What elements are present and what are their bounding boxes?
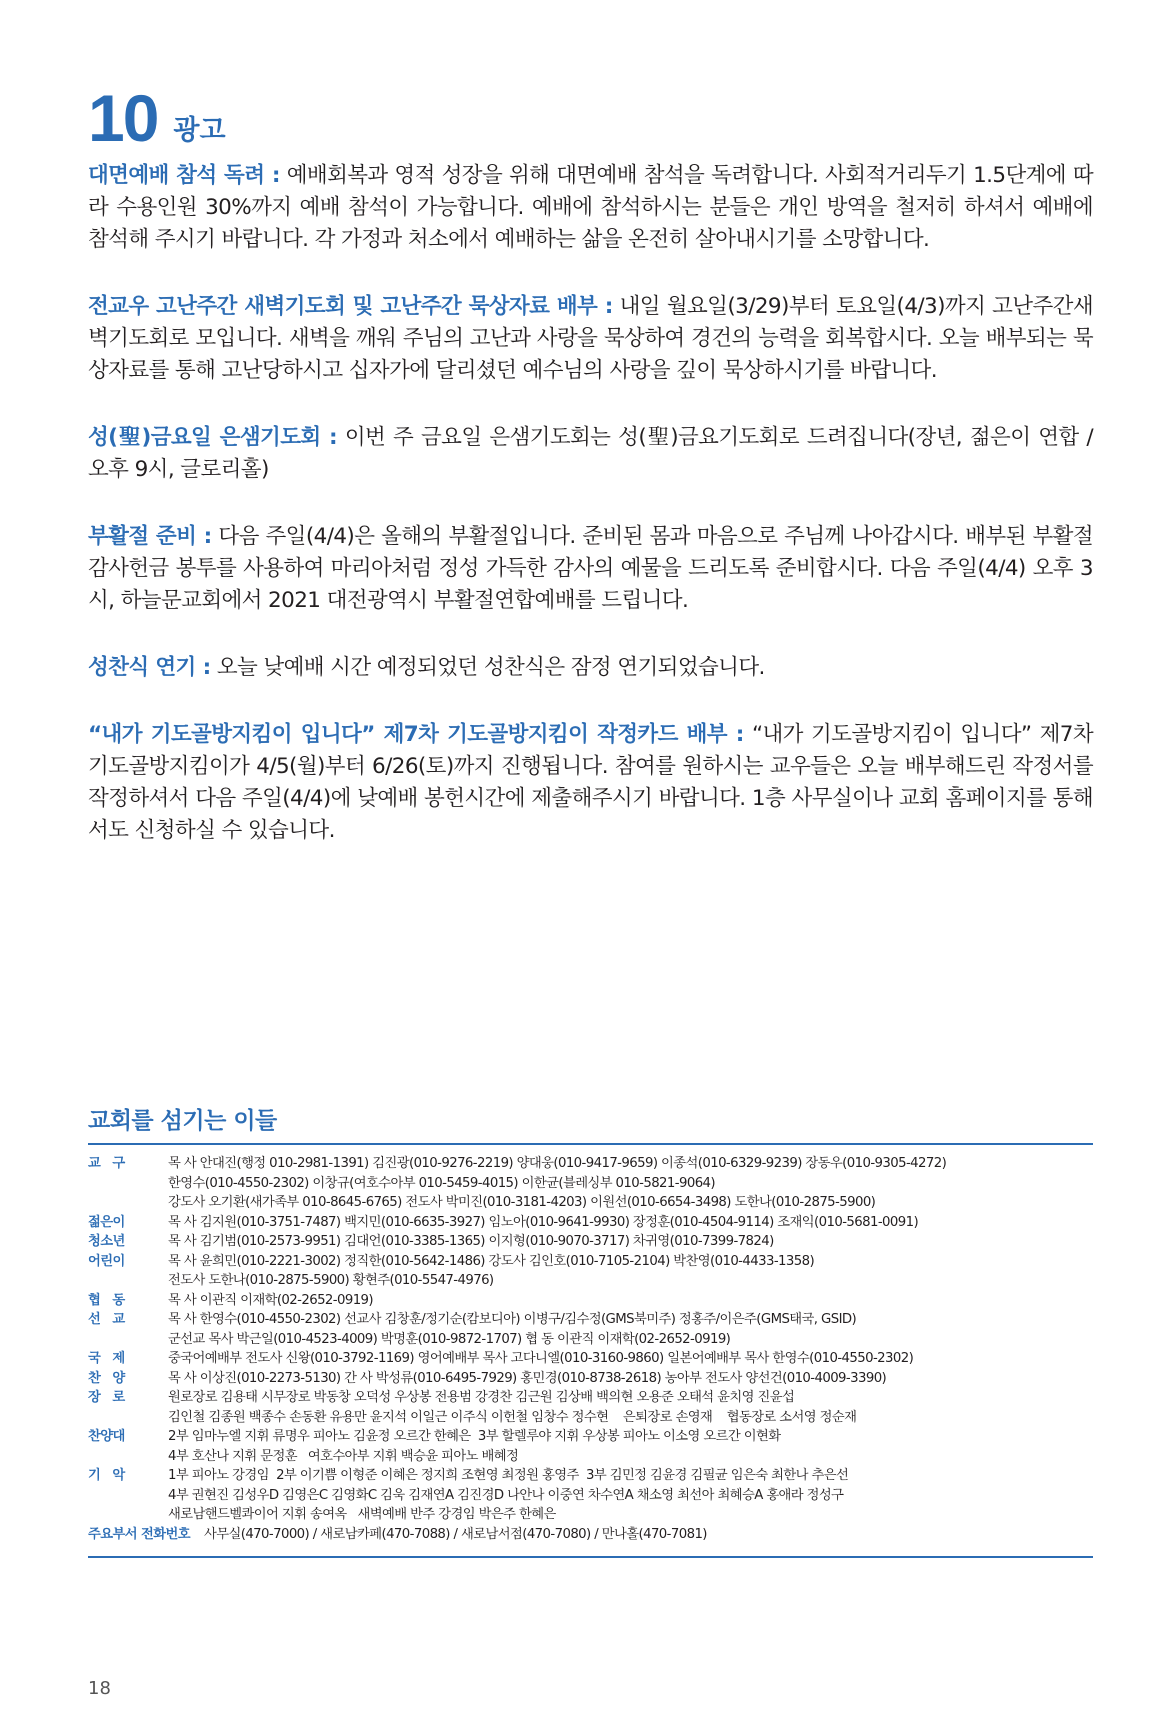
staff-row (88, 1447, 1093, 1467)
staff-category: 기 악 (88, 1468, 125, 1483)
staff-rows (88, 1154, 1093, 1525)
staff-row (88, 1271, 1093, 1291)
staff-row (88, 1466, 1093, 1486)
staff-category: 찬 양 (88, 1370, 125, 1386)
staff-row (88, 1369, 1093, 1389)
announcement-title: 성(聖)금요일 은샘기도회 : (88, 425, 338, 450)
staff-text: 중국어예배부 전도사 신왕(010-3792-1169) 영어예배부 목사 고다니엘(010-3160-9860) 일본어예배부 목사 한영수(010-4550-2302) (168, 1351, 914, 1366)
page-number: 18 (88, 1678, 111, 1699)
divider (88, 1556, 1093, 1558)
phone-text: 사무실(470-7000) / 새로남카페(470-7088) / 새로남서점(470-7080) / 만나홀(470-7081) (204, 1526, 707, 1542)
announcement-title: 대면예배 참석 독려 : (88, 163, 280, 188)
staff-title: 교회를 섬기는 이들 (88, 1102, 1093, 1145)
staff-category: 장 로 (88, 1390, 125, 1405)
staff-row (88, 1193, 1093, 1213)
staff-text: 1부 피아노 강경임 2부 이기쁨 이형준 이혜은 정지희 조현영 최정원 홍영주 3부 김민정 김윤경 김필균 임은숙 최한나 추은선 (168, 1468, 849, 1483)
announcement-list (88, 160, 1093, 882)
phone-row (88, 1525, 1093, 1545)
announcement (88, 422, 1093, 486)
staff-row (88, 1252, 1093, 1272)
announcement (88, 291, 1093, 387)
announcement (88, 160, 1093, 256)
staff-text: 목 사 안대진(행정 010-2981-1391) 김진광(010-9276-2219) 양대웅(010-9417-9659) 이종석(010-6329-9239) 장동우(010-9305-4272) (168, 1156, 947, 1171)
staff-category (88, 1330, 168, 1350)
staff-category: 교 구 (88, 1156, 125, 1171)
announcement-body: 이번 주 금요일 은샘기도회는 성(聖)금요기도회로 드려집니다(장년, 젊은이 연합 / 오후 9시, 글로리홀) (88, 425, 1093, 482)
staff-row (88, 1505, 1093, 1525)
staff-text: 목 사 김기범(010-2573-9951) 김대언(010-3385-1365) 이지형(010-9070-3717) 차귀영(010-7399-7824) (168, 1234, 774, 1249)
staff-row (88, 1291, 1093, 1311)
staff-text: 목 사 이상진(010-2273-5130) 간 사 박성류(010-6495-7929) 홍민경(010-8738-2618) 농아부 전도사 양선건(010-4009-3390) (168, 1370, 887, 1386)
staff-text: 목 사 윤희민(010-2221-3002) 정직한(010-5642-1486) 강도사 김인호(010-7105-2104) 박찬영(010-4433-1358) (168, 1253, 815, 1269)
announcement (88, 719, 1093, 847)
staff-row (88, 1486, 1093, 1506)
staff-category (88, 1193, 168, 1213)
staff-text: 목 사 한영수(010-4550-2302) 선교사 김창훈/정기순(캄보디아) 이병구/김수정(GMS북미주) 정홍주/이은주(GMS태국, GSID) (168, 1312, 857, 1327)
announcement-title: 부활절 준비 : (88, 524, 212, 549)
phone-label: 주요부서 전화번호 (88, 1526, 190, 1542)
staff-text: 김인철 김종원 백종수 손동환 유용만 윤지석 이일근 이주식 이헌철 임창수 정수현 은퇴장로 손영재 협동장로 소서영 정순재 (168, 1409, 857, 1425)
staff-category: 협 동 (88, 1292, 125, 1308)
staff-category: 청소년 (88, 1234, 125, 1249)
staff-category (88, 1271, 168, 1291)
staff-row (88, 1154, 1093, 1174)
staff-category (88, 1408, 168, 1428)
staff-text: 4부 호산나 지휘 문정훈 여호수아부 지휘 백승윤 피아노 배혜정 (168, 1448, 519, 1464)
staff-text: 2부 임마누엘 지휘 류명우 피아노 김윤정 오르간 한혜은 3부 할렐루야 지휘 우상봉 피아노 이소영 오르간 이현화 (168, 1429, 781, 1444)
staff-category: 찬양대 (88, 1429, 125, 1444)
announcement-title: “내가 기도골방지킴이 입니다” 제7차 기도골방지킴이 작정카드 배부 : (88, 722, 744, 747)
announcement (88, 521, 1093, 617)
staff-row (88, 1388, 1093, 1408)
section-number: 10 (88, 81, 158, 155)
staff-text: 새로남핸드벨콰이어 지휘 송여옥 새벽예배 반주 강경임 박은주 한혜은 (168, 1507, 556, 1522)
announcement-body: 다음 주일(4/4)은 올해의 부활절입니다. 준비된 몸과 마음으로 주님께 나아갑시다. 배부된 부활절 감사헌금 봉투를 사용하여 마리아처럼 정성 가득한 감사의 예물을 드리도록 준비합시다. 다음 주일(4/4) 오후 3시, 하늘문교회에서 2021 대전광역시 부활절연합예배를 드립니다. (88, 524, 1093, 613)
page-header (88, 81, 226, 155)
staff-row (88, 1427, 1093, 1447)
staff-text: 전도사 도한나(010-2875-5900) 황현주(010-5547-4976) (168, 1273, 494, 1288)
staff-text: 강도사 오기환(새가족부 010-8645-6765) 전도사 박미진(010-3181-4203) 이원선(010-6654-3498) 도한나(010-2875-5900) (168, 1195, 876, 1210)
announcement-body: “내가 기도골방지킴이 입니다” 제7차 기도골방지킴이가 4/5(월)부터 6/26(토)까지 진행됩니다. 참여를 원하시는 교우들은 오늘 배부해드린 작정서를 작정하셔서 다음 주일(4/4)에 낮예배 봉헌시간에 제출해주시기 바랍니다. 1층 사무실이나 교회 홈페이지를 통해서도 신청하실 수 있습니다. (88, 722, 1093, 843)
announcement (88, 652, 1093, 684)
section-title: 광고 (173, 115, 226, 146)
staff-text: 군선교 목사 박근일(010-4523-4009) 박명훈(010-9872-1707) 협 동 이관직 이재학(02-2652-0919) (168, 1331, 731, 1347)
staff-row (88, 1213, 1093, 1233)
staff-category: 선 교 (88, 1312, 125, 1327)
announcement-body: 오늘 낮예배 시간 예정되었던 성찬식은 잠정 연기되었습니다. (210, 655, 765, 680)
staff-category: 어린이 (88, 1253, 125, 1269)
staff-text: 4부 권현진 김성우D 김영은C 김영화C 김욱 김재연A 김진경D 나안나 이중연 차수연A 채소영 최선아 최혜승A 홍애라 정성구 (168, 1487, 844, 1503)
staff-row (88, 1174, 1093, 1194)
staff-row (88, 1408, 1093, 1428)
announcement-body: 내일 월요일(3/29)부터 토요일(4/3)까지 고난주간새벽기도회로 모입니다. 새벽을 깨워 주님의 고난과 사랑을 묵상하여 경건의 능력을 회복합시다. 오늘 배부되는 묵상자료를 통해 고난당하시고 십자가에 달리셨던 예수님의 사랑을 깊이 묵상하시기를 바랍니다. (88, 294, 1093, 383)
staff-row (88, 1232, 1093, 1252)
staff-text: 한영수(010-4550-2302) 이창규(여호수아부 010-5459-4015) 이한균(블레싱부 010-5821-9064) (168, 1175, 716, 1191)
staff-category (88, 1486, 168, 1506)
announcement-title: 성찬식 연기 : (88, 655, 211, 680)
staff-category (88, 1174, 168, 1194)
staff-text: 원로장로 김용태 시무장로 박동창 오덕성 우상봉 전용범 강경찬 김근원 김상배 백의현 오용준 오태석 윤치영 진윤섭 (168, 1390, 795, 1405)
announcement-body: 예배회복과 영적 성장을 위해 대면예배 참석을 독려합니다. 사회적거리두기 1.5단계에 따라 수용인원 30%까지 예배 참석이 가능합니다. 예배에 참석하시는 분들은 개인 방역을 철저히 하셔서 예배에 참석해 주시기 바랍니다. 각 가정과 처소에서 예배하는 삶을 온전히 살아내시기를 소망합니다. (88, 163, 1093, 252)
staff-category: 국 제 (88, 1351, 125, 1366)
staff-row (88, 1310, 1093, 1330)
staff-category (88, 1505, 168, 1525)
staff-directory (88, 1102, 1093, 1558)
staff-row (88, 1349, 1093, 1369)
staff-text: 목 사 이관직 이재학(02-2652-0919) (168, 1292, 374, 1308)
staff-category: 젊은이 (88, 1214, 125, 1230)
staff-category (88, 1447, 168, 1467)
announcement-title: 전교우 고난주간 새벽기도회 및 고난주간 묵상자료 배부 : (88, 294, 613, 319)
staff-row (88, 1330, 1093, 1350)
staff-text: 목 사 김지원(010-3751-7487) 백지민(010-6635-3927) 임노아(010-9641-9930) 장정훈(010-4504-9114) 조재익(010-5681-0091) (168, 1214, 919, 1230)
